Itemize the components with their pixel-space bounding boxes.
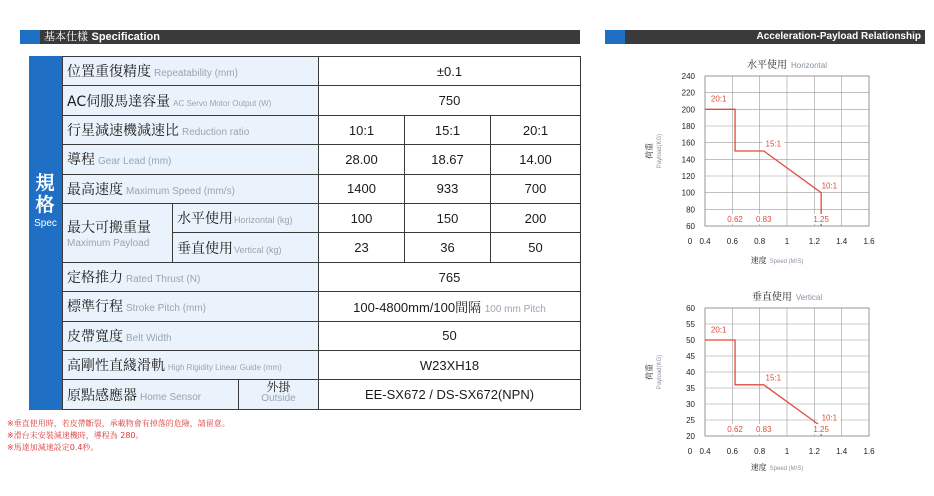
- lead-value: 18.67: [405, 145, 491, 174]
- y-tick-label: 20: [686, 432, 695, 441]
- curve-annotation: 0.83: [755, 425, 772, 434]
- row-sensor: [63, 380, 581, 410]
- x-tick-label: 1: [784, 237, 790, 246]
- chart-title: 垂直使用 Vertical: [751, 292, 823, 303]
- sensor-outside: [238, 380, 318, 409]
- lead-label: [63, 145, 319, 174]
- x-origin-label: 0: [687, 237, 693, 246]
- y-axis-label: 荷重: [645, 364, 654, 380]
- curve-annotation: 10:1: [821, 413, 838, 423]
- sensor-label: [63, 380, 319, 410]
- payload-vertical-value: 36: [405, 233, 491, 262]
- x-origin-label: 0: [687, 447, 693, 456]
- x-tick-label: 1: [784, 447, 790, 456]
- x-axis-label-en: Speed (M/S): [769, 259, 804, 265]
- thrust-value: 765: [319, 262, 581, 291]
- x-tick-label: 1.6: [863, 237, 875, 246]
- guide-en: High Rigidity Linear Guide (mm): [168, 363, 282, 373]
- spec-side-cn: 規格: [35, 172, 55, 216]
- chart-title-en: Vertical: [795, 293, 823, 302]
- belt-value: 50: [319, 321, 581, 350]
- repeatability-cn: 位置重復精度: [67, 64, 151, 81]
- y-tick-label: 220: [681, 88, 695, 98]
- guide-label: [63, 351, 319, 380]
- note-item: ※滑台未安裝減速機時，導程為 280。: [7, 431, 144, 440]
- ratio-cn: 行星減速機減速比: [67, 123, 179, 140]
- repeatability-value: ±0.1: [319, 57, 581, 86]
- spec-header-bar: [20, 30, 580, 44]
- row-thrust: [63, 262, 581, 291]
- belt-cn: 皮帶寬度: [67, 328, 123, 345]
- y-tick-label: 60: [686, 222, 695, 231]
- chart-header-accent: [605, 30, 625, 44]
- sensor-cn: 原點感應器: [67, 387, 137, 404]
- curve-annotation: 15:1: [765, 139, 782, 149]
- vertical-en: Vertical (kg): [234, 244, 282, 255]
- belt-label: [63, 321, 319, 350]
- y-axis-label-en: Payload(KG): [657, 133, 663, 169]
- y-tick-label: 100: [681, 188, 695, 198]
- guide-value: W23XH18: [319, 351, 581, 380]
- stroke-cn: 標準行程: [67, 299, 123, 316]
- header-accent: [20, 30, 40, 44]
- spec-title-cn: 基本仕樣: [44, 30, 88, 43]
- horizontal-en: Horizontal (kg): [234, 215, 293, 226]
- thrust-cn: 定格推力: [67, 270, 123, 287]
- row-repeatability: [63, 57, 581, 86]
- guide-cn: 高剛性直綫滑軌: [67, 358, 165, 375]
- payload-vertical-label: [173, 233, 319, 262]
- lead-en: Gear Lead (mm): [98, 156, 172, 168]
- speed-label: [63, 174, 319, 203]
- y-tick-label: 50: [686, 336, 695, 345]
- thrust-en: Rated Thrust (N): [126, 274, 201, 286]
- vertical-payload-chart: [640, 290, 920, 480]
- payload-vertical-value: 23: [319, 233, 405, 262]
- y-tick-label: 30: [686, 400, 695, 409]
- curve-annotation: 10:1: [821, 181, 838, 191]
- y-axis-label: 荷重: [645, 143, 654, 159]
- chart-title-en: Horizontal: [790, 61, 828, 70]
- ratio-value: 15:1: [405, 115, 491, 144]
- y-tick-label: 25: [686, 416, 695, 425]
- lead-value: 28.00: [319, 145, 405, 174]
- lead-value: 14.00: [491, 145, 581, 174]
- y-tick-label: 160: [681, 138, 695, 148]
- curve-annotation: 20:1: [710, 94, 727, 104]
- spec-title-en: Specification: [91, 31, 160, 43]
- payload-horizontal-value: 100: [319, 204, 405, 233]
- servo-label: [63, 86, 319, 115]
- payload-vertical-value: 50: [491, 233, 581, 262]
- curve-annotation: 20:1: [710, 325, 727, 335]
- x-tick-label: 0.6: [726, 447, 738, 456]
- x-tick-label: 0.4: [699, 237, 711, 246]
- x-tick-label: 1.2: [808, 447, 820, 456]
- ratio-value: 10:1: [319, 115, 405, 144]
- y-tick-label: 140: [681, 155, 695, 165]
- curve-annotation: 15:1: [765, 373, 782, 383]
- y-tick-label: 60: [686, 304, 695, 313]
- curve-annotation: 0.62: [727, 215, 743, 224]
- speed-value: 933: [405, 174, 491, 203]
- row-lead: [63, 145, 581, 174]
- x-tick-label: 1.6: [863, 447, 875, 456]
- vertical-cn: 垂直使用: [177, 240, 233, 257]
- stroke-value-main: 100-4800mm/100間隔: [353, 299, 482, 315]
- ratio-label: [63, 115, 319, 144]
- spec-table-wrap: [29, 56, 580, 410]
- row-payload-horizontal: [63, 204, 581, 233]
- horizontal-payload-chart: [640, 55, 920, 270]
- note-item: ※垂直使用時，若皮帶斷裂，承載物會有掉落的危險，請留意。: [7, 419, 230, 428]
- x-axis-label-en: Speed (M/S): [769, 466, 804, 472]
- speed-value: 1400: [319, 174, 405, 203]
- repeatability-en: Repeatability (mm): [154, 68, 238, 80]
- payload-en: Maximum Payload: [67, 237, 150, 249]
- row-stroke: [63, 292, 581, 321]
- sensor-outside-en: Outside: [261, 393, 296, 405]
- y-tick-label: 200: [681, 105, 695, 115]
- spec-table: [62, 56, 581, 410]
- curve-annotation: 1.25: [813, 425, 829, 434]
- y-tick-label: 55: [686, 320, 695, 329]
- speed-en: Maximum Speed (mm/s): [126, 185, 235, 197]
- row-belt: [63, 321, 581, 350]
- servo-value: 750: [319, 86, 581, 115]
- spec-title: [44, 30, 160, 44]
- stroke-en: Stroke Pitch (mm): [126, 303, 207, 315]
- curve-annotation: 1.25: [813, 215, 829, 224]
- payload-horizontal-value: 150: [405, 204, 491, 233]
- curve-annotation: 0.62: [727, 425, 743, 434]
- sensor-outside-cn: 外掛: [266, 380, 291, 395]
- stroke-value: [319, 292, 581, 321]
- y-tick-label: 80: [686, 205, 695, 215]
- row-speed: [63, 174, 581, 203]
- x-tick-label: 1.2: [808, 237, 820, 246]
- row-ratio: [63, 115, 581, 144]
- y-tick-label: 180: [681, 122, 695, 131]
- payload-cn: 最大可搬重量: [67, 219, 151, 236]
- lead-cn: 導程: [67, 152, 95, 169]
- curve-annotation: 0.83: [755, 215, 772, 224]
- chart-header-title: Acceleration-Payload Relationship: [756, 31, 921, 42]
- stroke-label: [63, 292, 319, 321]
- stroke-value-en: 100 mm Pitch: [484, 303, 546, 315]
- notes: [7, 418, 230, 454]
- payload-label: [63, 204, 173, 263]
- row-servo: [63, 86, 581, 115]
- belt-en: Belt Width: [126, 332, 172, 344]
- ratio-en: Reduction ratio: [182, 127, 250, 139]
- payload-horizontal-label: [173, 204, 319, 233]
- sensor-value: EE-SX672 / DS-SX672(NPN): [319, 380, 581, 410]
- speed-cn: 最高速度: [67, 181, 123, 198]
- chart-header-bar: [605, 30, 925, 44]
- spec-side-label: [29, 56, 62, 410]
- payload-horizontal-value: 200: [491, 204, 581, 233]
- chart-title: 水平使用 Horizontal: [746, 60, 828, 71]
- y-tick-label: 120: [681, 172, 695, 181]
- x-tick-label: 0.8: [754, 237, 766, 246]
- y-axis-label-en: Payload(KG): [657, 354, 663, 390]
- note-item: ※馬達加減速設定0.4秒。: [7, 443, 99, 452]
- spec-side-en: Spec: [34, 218, 57, 229]
- repeatability-label: [63, 57, 319, 86]
- y-tick-label: 35: [686, 384, 695, 393]
- y-tick-label: 40: [686, 368, 695, 377]
- x-tick-label: 0.8: [754, 447, 766, 456]
- horizontal-cn: 水平使用: [177, 211, 233, 228]
- speed-value: 700: [491, 174, 581, 203]
- y-tick-label: 45: [686, 352, 695, 361]
- sensor-en: Home Sensor: [140, 391, 202, 403]
- x-tick-label: 0.6: [726, 237, 738, 246]
- x-tick-label: 0.4: [699, 447, 711, 456]
- row-guide: [63, 351, 581, 380]
- ratio-value: 20:1: [491, 115, 581, 144]
- x-axis-label: 速度 Speed (M/S): [750, 463, 804, 472]
- x-tick-label: 1.4: [836, 447, 848, 456]
- servo-en: AC Servo Motor Output (W): [173, 98, 272, 108]
- y-tick-label: 240: [681, 72, 695, 81]
- servo-cn: AC伺服馬達容量: [67, 93, 171, 110]
- thrust-label: [63, 262, 319, 291]
- x-tick-label: 1.4: [836, 237, 848, 246]
- x-axis-label: 速度 Speed (M/S): [750, 256, 804, 265]
